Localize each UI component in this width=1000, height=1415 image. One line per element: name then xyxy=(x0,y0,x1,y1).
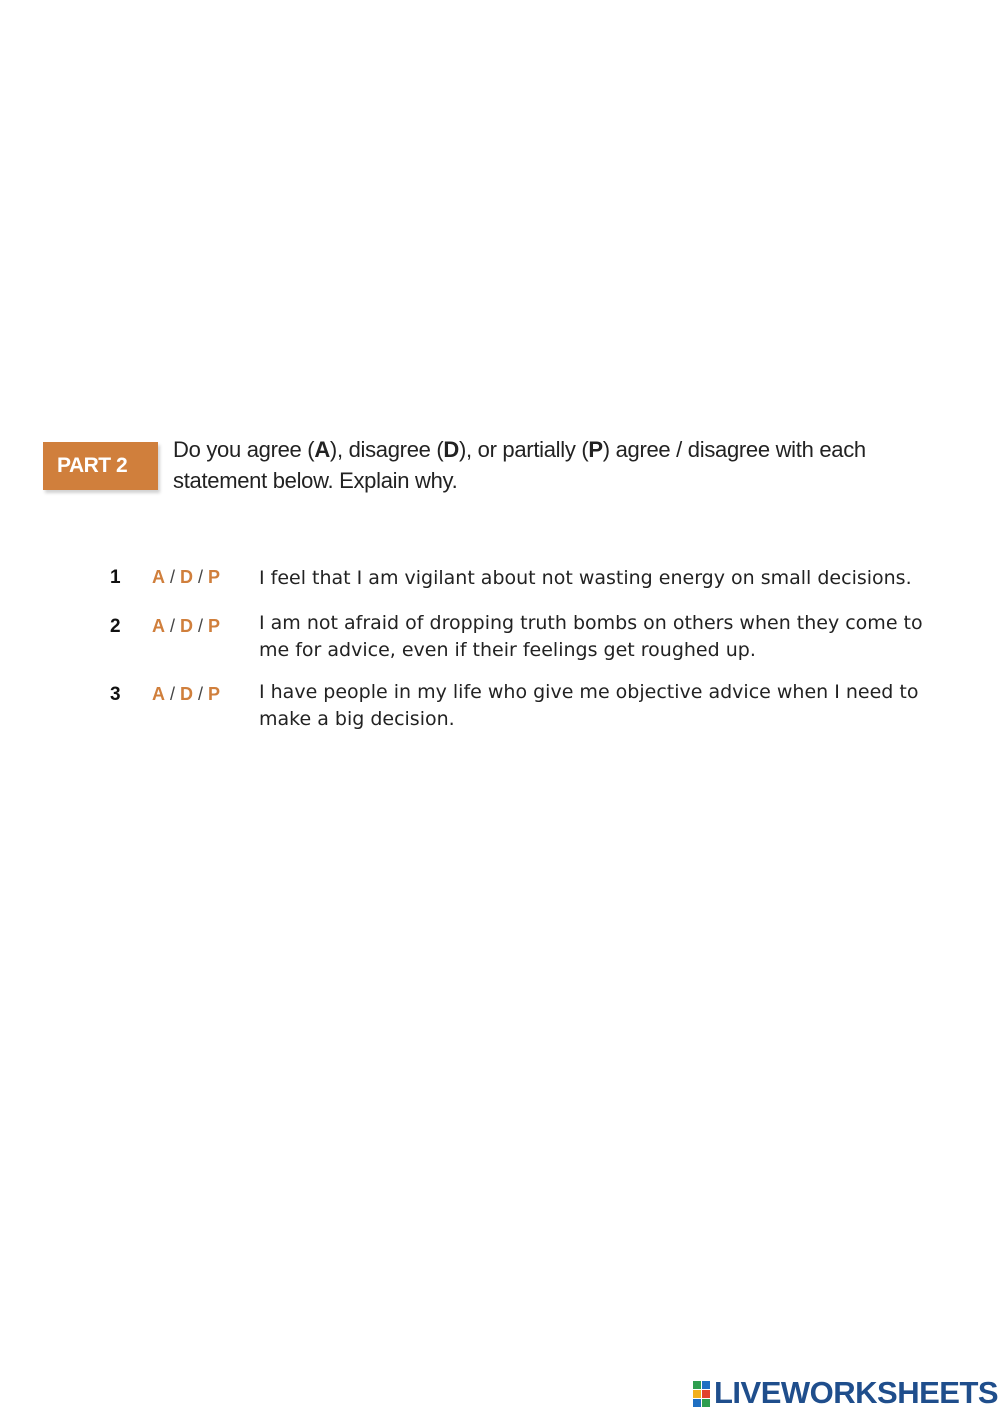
choice-separator: / xyxy=(170,684,176,704)
instruction-part: ), or partially ( xyxy=(459,437,589,462)
item-number: 2 xyxy=(110,616,121,637)
choice-separator: / xyxy=(198,684,204,704)
statement-text: I feel that I am vigilant about not wasting energy on small decisions. xyxy=(259,567,912,589)
answer-choices xyxy=(152,567,220,588)
part-label: PART 2 xyxy=(57,454,128,477)
instruction-part: Do you agree ( xyxy=(173,437,315,462)
instruction-text xyxy=(173,434,943,496)
instruction-disagree-letter: D xyxy=(443,437,459,462)
choice-separator: / xyxy=(170,616,176,636)
choice-disagree[interactable]: D xyxy=(180,567,194,587)
statement-text: I am not afraid of dropping truth bombs on others when they come to me for advice, even if their feelings get roughed up. xyxy=(259,612,923,661)
answer-choices xyxy=(152,616,220,637)
choice-partial[interactable]: P xyxy=(208,616,221,636)
choice-agree[interactable]: A xyxy=(152,567,165,587)
part-badge xyxy=(43,442,158,490)
choice-disagree[interactable]: D xyxy=(180,616,194,636)
liveworksheets-logo xyxy=(693,1375,998,1411)
answer-choices xyxy=(152,684,220,705)
instruction-agree-letter: A xyxy=(314,437,330,462)
instruction-partial-letter: P xyxy=(588,437,603,462)
choice-separator: / xyxy=(198,567,204,587)
statement-text: I have people in my life who give me objective advice when I need to make a big decision. xyxy=(259,681,919,730)
logo-mark-icon xyxy=(693,1379,711,1407)
choice-partial[interactable]: P xyxy=(208,684,221,704)
choice-separator: / xyxy=(170,567,176,587)
choice-partial[interactable]: P xyxy=(208,567,221,587)
choice-disagree[interactable]: D xyxy=(180,684,194,704)
logo-text: LIVEWORKSHEETS xyxy=(714,1375,999,1410)
choice-agree[interactable]: A xyxy=(152,616,165,636)
choice-agree[interactable]: A xyxy=(152,684,165,704)
instruction-part: ), disagree ( xyxy=(329,437,444,462)
instruction-part: ) agree / disagree with each statement below. Explain why. xyxy=(173,437,866,493)
item-number: 1 xyxy=(110,567,121,588)
item-number: 3 xyxy=(110,684,121,705)
choice-separator: / xyxy=(198,616,204,636)
